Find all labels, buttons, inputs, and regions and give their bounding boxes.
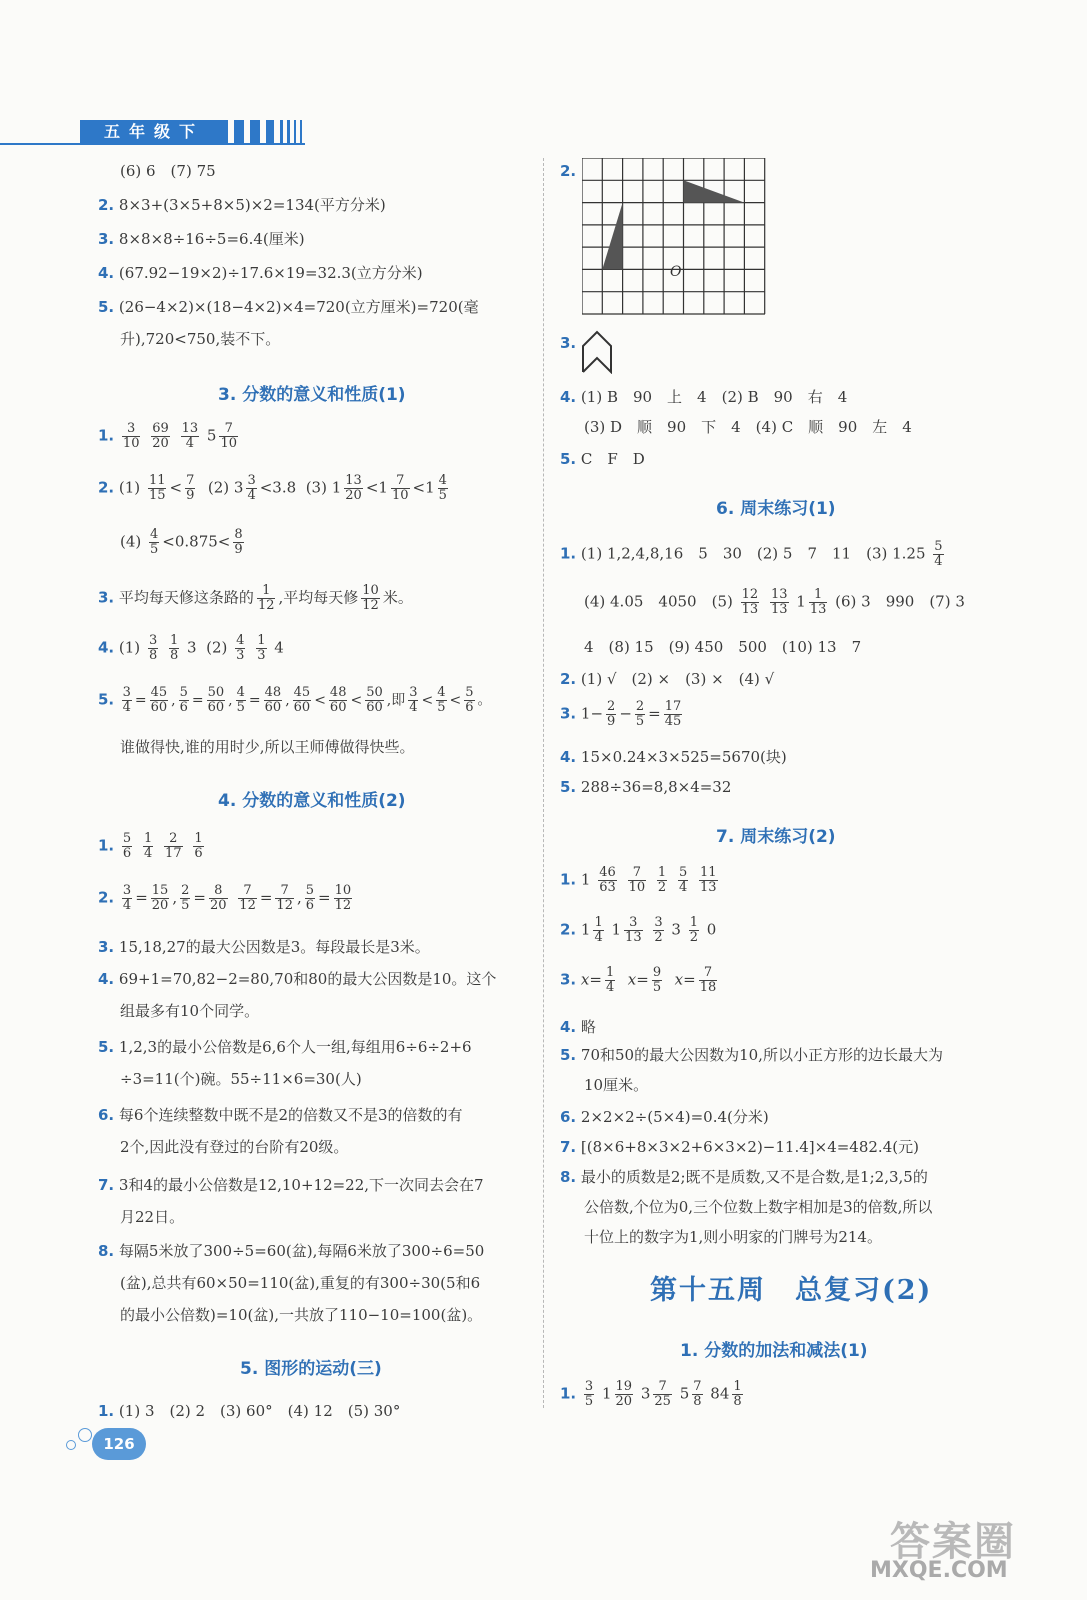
question-number: 3. xyxy=(98,938,115,956)
column-divider xyxy=(543,158,544,1408)
fraction: $\frac{1}{2}$ xyxy=(657,865,667,895)
fraction: $\frac{3}{4}$ xyxy=(122,685,131,715)
fraction: $\frac{1}{13}$ xyxy=(809,587,827,617)
answer-text: 1,2,3的最小公倍数是6,6个人一组,每组用6÷6÷2+6 xyxy=(118,1038,472,1056)
header-bar xyxy=(294,120,296,144)
answer-line: 2. $\frac{3}{4}$ = $\frac{15}{20}$ , $\frac{2}{5}$ = $\frac{8}{20}$ $\frac{7}{12}$ = $\frac{7}{12}$ , $\frac{5}{6}$ = $\frac{10}{12}$ xyxy=(98,883,352,913)
fraction: $\frac{50}{60}$ xyxy=(207,685,225,715)
fraction: $\frac{4}{3}$ xyxy=(236,633,245,663)
answer-line xyxy=(560,448,645,469)
answer-line: 谁做得快,谁的用时少,所以王师傅做得快些。 xyxy=(120,738,415,756)
fraction: $\frac{15}{20}$ xyxy=(151,883,169,913)
fraction: $\frac{1}{12}$ xyxy=(257,583,275,613)
fraction: $\frac{13}{20}$ xyxy=(345,473,362,503)
question-number: 2. xyxy=(98,196,115,214)
answer-line: 十位上的数字为1,则小明家的门牌号为214。 xyxy=(584,1228,882,1246)
question-number: 1. xyxy=(98,836,115,855)
fraction: $\frac{5}{4}$ xyxy=(678,865,688,895)
answer-line: 2. (1) $\frac{11}{15}$ < $\frac{7}{9}$ (2) 3 $\frac{3}{4}$ <3.8 (3) 1 $\frac{13}{20}$ <1 $\frac{7}{10}$ <1 $\frac{4}{5}$ xyxy=(98,473,447,503)
fraction: $\frac{8}{20}$ xyxy=(209,883,227,913)
header-bar xyxy=(280,120,283,144)
answer-line xyxy=(560,334,576,352)
answer-text: 最小的质数是2;既不是质数,又不是合数,是1;2,3,5的 xyxy=(580,1168,928,1186)
fraction: $\frac{7}{12}$ xyxy=(276,883,293,913)
grid-figure xyxy=(582,158,766,316)
answer-line xyxy=(98,1240,484,1261)
answer-text: 平均每天修这条路的 xyxy=(118,588,254,607)
fraction: $\frac{13}{13}$ xyxy=(770,587,788,617)
answer-line: 2个,因此没有登过的台阶有20级。 xyxy=(120,1138,349,1156)
fraction: $\frac{2}{17}$ xyxy=(165,831,182,861)
fraction: $\frac{5}{6}$ xyxy=(122,831,132,861)
answer-line: 5. $\frac{3}{4}$ = $\frac{45}{60}$ , $\frac{5}{6}$ = $\frac{50}{60}$ , $\frac{4}{5}$ = $\frac{48}{60}$ , $\frac{45}{60}$ < $\frac{48}{60}$ < $\frac{50}{60}$ ,即 $\frac{3}{4}$ < $\frac{4}{5}$ < $\frac{5}{6}$ 。 xyxy=(98,685,492,715)
mixed-whole: 3 xyxy=(233,478,244,497)
question-number: 4. xyxy=(560,1018,577,1036)
answer-line xyxy=(98,584,413,613)
answer-line xyxy=(560,668,774,689)
question-number: 7. xyxy=(98,1176,115,1194)
question-number: 6. xyxy=(98,1106,115,1124)
fraction: $\frac{45}{60}$ xyxy=(293,685,311,715)
watermark-logo: 答案圈 xyxy=(890,1519,1016,1565)
fraction: $\frac{17}{45}$ xyxy=(664,699,682,729)
fraction: $\frac{45}{60}$ xyxy=(150,685,168,715)
question-number: 1. xyxy=(98,1402,115,1420)
answer-text: 8×8×8÷16÷5=6.4(厘米) xyxy=(118,230,305,248)
answer-line: (4) 4.05 4050 (5) $\frac{12}{13}$ $\frac{13}{13}$ 1 $\frac{1}{13}$ (6) 3 990 (7) 3 xyxy=(584,587,965,617)
question-number: 1. xyxy=(560,870,577,889)
answer-line: 的最小公倍数)=10(盆),一共放了110−10=100(盆)。 xyxy=(120,1306,483,1324)
fraction: $\frac{10}{12}$ xyxy=(334,883,352,913)
question-number: 1. xyxy=(560,1384,577,1403)
fraction: $\frac{2}{5}$ xyxy=(635,699,645,729)
answer-line xyxy=(560,1136,919,1157)
answer-line xyxy=(98,936,430,957)
header-bar xyxy=(250,120,260,144)
answer-text: 288÷36=8,8×4=32 xyxy=(580,778,732,796)
fraction: $\frac{1}{4}$ xyxy=(594,915,603,945)
question-number: 2. xyxy=(98,888,115,907)
answer-text: (1) √ (2) × (3) × (4) √ xyxy=(580,670,775,688)
answer-text: [(8×6+8×3×2+6×3×2)−11.4]×4=482.4(元) xyxy=(580,1138,919,1156)
fraction: $\frac{7}{18}$ xyxy=(699,965,717,995)
question-number: 4. xyxy=(98,970,115,988)
answer-line: (3) D 顺 90 下 4 (4) C 顺 90 左 4 xyxy=(584,418,912,436)
header-bar xyxy=(234,120,244,144)
origin-label: O xyxy=(670,264,682,280)
fraction: $\frac{3}{2}$ xyxy=(654,915,663,945)
answer-text: ,平均每天修 xyxy=(278,588,359,607)
answer-line: 1. 1 $\frac{46}{63}$ $\frac{7}{10}$ $\frac{1}{2}$ $\frac{5}{4}$ $\frac{11}{13}$ xyxy=(560,865,717,895)
fraction: $\frac{3}{10}$ xyxy=(122,421,140,451)
fraction: $\frac{7}{8}$ xyxy=(693,1379,702,1409)
rotation-grid xyxy=(582,158,766,316)
fraction: $\frac{69}{20}$ xyxy=(152,421,169,451)
question-number: 5. xyxy=(560,450,577,468)
arrow-figure xyxy=(580,328,614,374)
fraction: $\frac{19}{20}$ xyxy=(615,1379,633,1409)
answer-text: (26−4×2)×(18−4×2)×4=720(立方厘米)=720(毫 xyxy=(118,298,479,316)
answer-text: 15×0.24×3×525=5670(块) xyxy=(580,748,787,766)
fraction: $\frac{1}{6}$ xyxy=(194,831,203,861)
section-title: 3. 分数的意义和性质(1) xyxy=(218,385,406,405)
section-title: 6. 周末练习(1) xyxy=(716,499,836,519)
question-number: 3. xyxy=(98,588,115,607)
answer-line: 1. $\frac{3}{5}$ 1 $\frac{19}{20}$ 3 $\frac{7}{25}$ 5 $\frac{7}{8}$ 84 $\frac{1}{8}$ xyxy=(560,1379,742,1409)
answer-line xyxy=(560,746,787,767)
answer-text: 69+1=70,82−2=80,70和80的最大公因数是10。这个 xyxy=(118,970,497,988)
answer-text: (1) 3 (2) 2 (3) 60° (4) 12 (5) 30° xyxy=(118,1402,401,1420)
question-number: 3. xyxy=(560,970,577,989)
section-title: 5. 图形的运动(三) xyxy=(240,1359,382,1379)
fraction: $\frac{4}{5}$ xyxy=(437,685,446,715)
answer-text: 略 xyxy=(580,1018,596,1036)
fraction: $\frac{12}{13}$ xyxy=(741,587,759,617)
answer-line xyxy=(560,1044,943,1065)
fraction: $\frac{11}{15}$ xyxy=(148,473,166,503)
fraction: $\frac{7}{25}$ xyxy=(654,1379,671,1409)
question-number: 4. xyxy=(560,748,577,766)
page-number: 126 xyxy=(92,1428,146,1460)
answer-line xyxy=(560,1106,769,1127)
question-number: 6. xyxy=(560,1108,577,1126)
fraction: $\frac{3}{13}$ xyxy=(625,915,642,945)
fraction: $\frac{50}{60}$ xyxy=(366,685,383,715)
answer-line xyxy=(560,778,731,796)
mixed-whole: 5 xyxy=(206,426,217,445)
fraction: $\frac{1}{4}$ xyxy=(143,831,153,861)
answer-line: 4. (1) $\frac{3}{8}$ $\frac{1}{8}$ 3 (2) $\frac{4}{3}$ $\frac{1}{3}$ 4 xyxy=(98,633,284,663)
fraction: $\frac{5}{6}$ xyxy=(305,883,315,913)
fraction: $\frac{3}{4}$ xyxy=(409,685,418,715)
header-bar xyxy=(287,120,290,144)
fraction: $\frac{5}{6}$ xyxy=(465,685,474,715)
answer-text: 每6个连续整数中既不是2的倍数又不是3的倍数的有 xyxy=(118,1106,463,1124)
answer-text: 70和50的最大公因数为10,所以小正方形的边长最大为 xyxy=(580,1046,943,1064)
answer-line xyxy=(560,162,576,180)
fraction: $\frac{3}{4}$ xyxy=(247,473,256,503)
fraction: $\frac{1}{8}$ xyxy=(733,1379,742,1409)
answer-line: 10厘米。 xyxy=(584,1076,649,1094)
question-number: 5. xyxy=(98,298,115,316)
answer-line xyxy=(98,422,241,451)
header-bar xyxy=(266,120,274,144)
answer-line: ÷3=11(个)碗。55÷11×6=30(人) xyxy=(120,1070,362,1088)
answer-line: 3. x= $\frac{1}{4}$ x= $\frac{9}{5}$ x= $\frac{7}{18}$ xyxy=(560,965,717,995)
symbol: < xyxy=(169,478,183,497)
answer-line: 月22日。 xyxy=(120,1208,185,1226)
answer-line: 公倍数,个位为0,三个位数上数字相加是3的倍数,所以 xyxy=(584,1198,933,1216)
answer-line xyxy=(560,386,847,407)
question-number: 5. xyxy=(98,690,115,709)
fraction: $\frac{9}{5}$ xyxy=(652,965,662,995)
question-number: 2. xyxy=(560,670,577,688)
question-number: 5. xyxy=(560,1046,577,1064)
question-number: 1. xyxy=(560,544,577,563)
answer-line: (6) 6 (7) 75 xyxy=(120,162,216,180)
answer-text: <3.8 xyxy=(259,478,297,497)
question-number: 3. xyxy=(560,704,577,723)
answer-text: 2×2×2÷(5×4)=0.4(分米) xyxy=(580,1108,769,1126)
fraction: $\frac{3}{5}$ xyxy=(584,1379,594,1409)
answer-line xyxy=(98,968,496,989)
answer-line: 升),720<750,装不下。 xyxy=(120,330,281,348)
answer-line xyxy=(560,540,947,569)
answer-line xyxy=(98,194,386,215)
fraction: $\frac{1}{2}$ xyxy=(689,915,699,945)
chapter-title: 第十五周 总复习(2) xyxy=(650,1275,933,1306)
answer-text: 每隔5米放了300÷5=60(盆),每隔6米放了300÷6=50 xyxy=(118,1242,485,1260)
bubble-icon xyxy=(78,1428,92,1442)
question-number: 3. xyxy=(560,334,577,352)
answer-text: <0.875< xyxy=(162,532,231,551)
fraction: $\frac{2}{5}$ xyxy=(181,883,190,913)
answer-text: (1) 1,2,4,8,16 5 30 (2) 5 7 11 (3) 1.25 xyxy=(580,544,926,563)
section-title: 7. 周末练习(2) xyxy=(716,827,836,847)
answer-line xyxy=(98,1104,463,1125)
fraction: $\frac{8}{9}$ xyxy=(234,527,243,557)
fraction: $\frac{48}{60}$ xyxy=(264,685,282,715)
answer-line xyxy=(560,1166,928,1187)
fraction: $\frac{7}{10}$ xyxy=(220,421,237,451)
answer-line xyxy=(560,1016,596,1037)
fraction: $\frac{10}{12}$ xyxy=(362,583,379,613)
question-number: 4. xyxy=(98,264,115,282)
mixed-whole: 1 xyxy=(331,478,342,497)
fraction: $\frac{7}{10}$ xyxy=(628,865,646,895)
fraction: $\frac{3}{4}$ xyxy=(122,883,132,913)
question-number: 1. xyxy=(98,426,115,445)
question-number: 7. xyxy=(560,1138,577,1156)
question-number: 2. xyxy=(560,920,577,939)
answer-line xyxy=(98,1036,472,1057)
question-number: 5. xyxy=(560,778,577,796)
fraction: $\frac{7}{10}$ xyxy=(391,473,409,503)
answer-line: 4 (8) 15 (9) 450 500 (10) 13 7 xyxy=(584,638,862,656)
answer-line: (4) $\frac{4}{5}$ <0.875< $\frac{8}{9}$ xyxy=(120,527,243,557)
answer-line xyxy=(98,832,207,861)
answer-text: 3和4的最小公倍数是12,10+12=22,下一次同去会在7 xyxy=(118,1176,484,1194)
answer-line xyxy=(98,296,479,317)
fraction: $\frac{4}{5}$ xyxy=(236,685,245,715)
answer-line: 组最多有10个同学。 xyxy=(120,1002,260,1020)
grade-label: 五年级下 xyxy=(80,120,228,144)
fraction: $\frac{1}{8}$ xyxy=(170,633,179,663)
answer-text: 15,18,27的最大公因数是3。每段最长是3米。 xyxy=(118,938,430,956)
fraction: $\frac{1}{3}$ xyxy=(257,633,266,663)
fraction: $\frac{4}{5}$ xyxy=(150,527,159,557)
question-number: 2. xyxy=(98,478,115,497)
answer-text: C F D xyxy=(580,450,645,468)
answer-line xyxy=(98,1400,400,1421)
fraction: $\frac{5}{6}$ xyxy=(179,685,188,715)
answer-line xyxy=(98,1174,484,1195)
answer-line: 3. 1− $\frac{2}{9}$ − $\frac{2}{5}$ = $\frac{17}{45}$ xyxy=(560,699,682,729)
fraction: $\frac{5}{4}$ xyxy=(934,539,943,569)
bubble-icon xyxy=(66,1440,76,1450)
header-bar xyxy=(300,120,302,144)
fraction: $\frac{1}{4}$ xyxy=(605,965,615,995)
section-title: 1. 分数的加法和减法(1) xyxy=(680,1341,868,1361)
answer-text: 米。 xyxy=(382,588,413,607)
answer-text: (1) B 90 上 4 (2) B 90 右 4 xyxy=(580,388,848,406)
question-number: 8. xyxy=(98,1242,115,1260)
fraction: $\frac{48}{60}$ xyxy=(329,685,347,715)
fraction: $\frac{3}{8}$ xyxy=(148,633,158,663)
section-title: 4. 分数的意义和性质(2) xyxy=(218,791,406,811)
fraction: $\frac{7}{12}$ xyxy=(239,883,256,913)
answer-text: (67.92−19×2)÷17.6×19=32.3(立方分米) xyxy=(118,264,423,282)
fraction: $\frac{11}{13}$ xyxy=(700,865,717,895)
answer-line xyxy=(98,262,423,283)
question-number: 3. xyxy=(98,230,115,248)
answer-line xyxy=(98,228,305,249)
answer-text: (6) 3 990 (7) 3 xyxy=(835,592,965,611)
fraction: $\frac{2}{9}$ xyxy=(607,699,616,729)
fraction: $\frac{13}{4}$ xyxy=(181,421,199,451)
question-number: 8. xyxy=(560,1168,577,1186)
fraction: $\frac{46}{63}$ xyxy=(599,865,616,895)
answer-text: 8×3+(3×5+8×5)×2=134(平方分米) xyxy=(118,196,386,214)
answer-line: 2. 1 $\frac{1}{4}$ 1 $\frac{3}{13}$ $\frac{3}{2}$ 3 $\frac{1}{2}$ 0 xyxy=(560,915,717,945)
fraction: $\frac{4}{5}$ xyxy=(438,473,447,503)
fraction: $\frac{7}{9}$ xyxy=(186,473,195,503)
question-number: 4. xyxy=(98,638,115,657)
question-number: 4. xyxy=(560,388,577,406)
answer-line: (盆),总共有60×50=110(盆),重复的有300÷30(5和6 xyxy=(120,1274,481,1292)
watermark-url: MXQE.COM xyxy=(870,1558,1008,1583)
answer-text: (4) 4.05 4050 (5) xyxy=(584,592,733,611)
question-number: 5. xyxy=(98,1038,115,1056)
question-number: 2. xyxy=(560,162,577,180)
